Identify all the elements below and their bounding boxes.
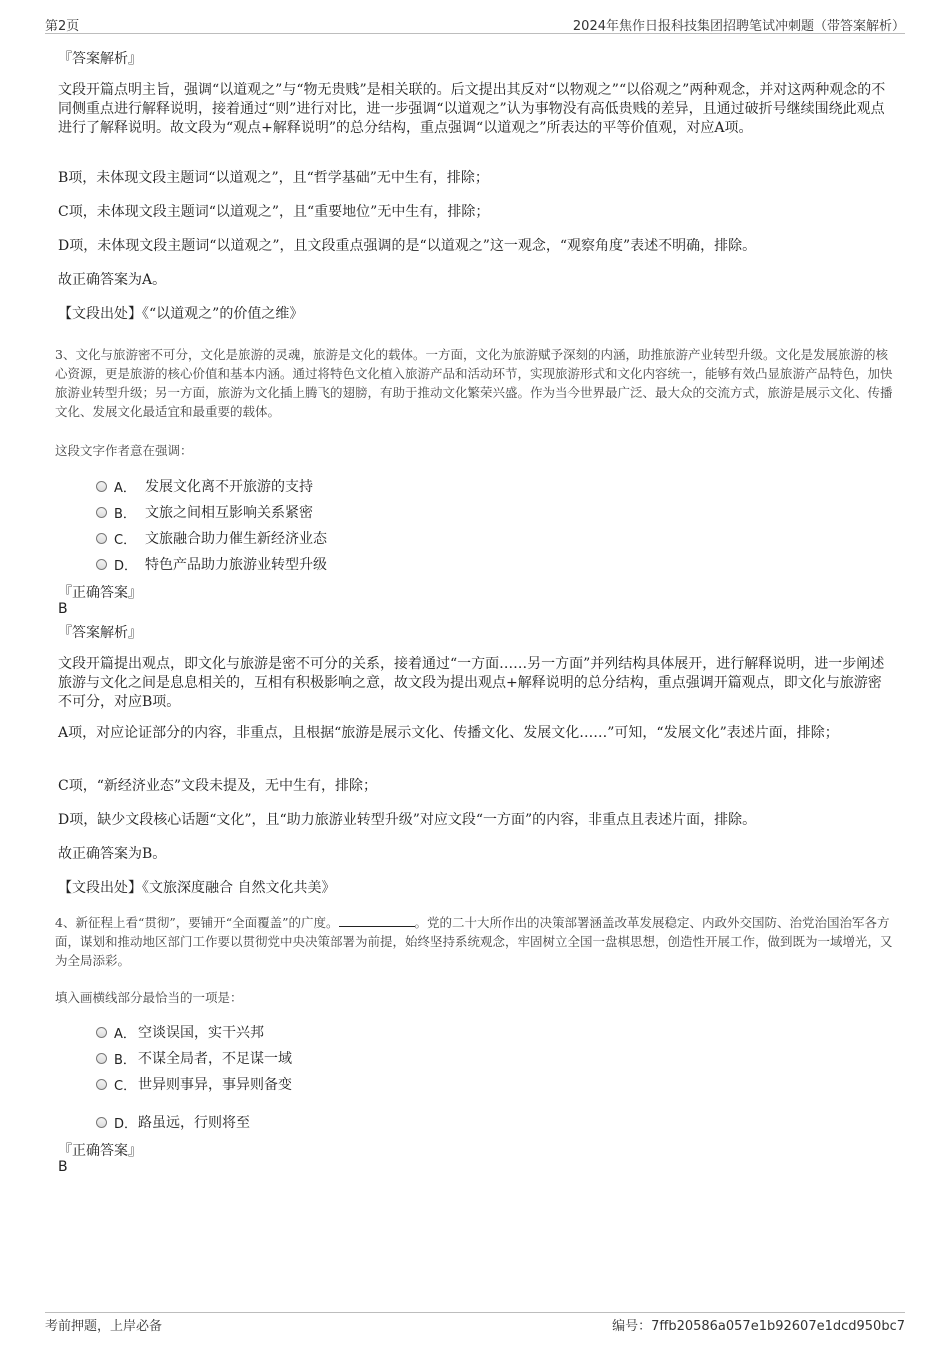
footer-code [612,1315,905,1334]
option-text: 空谈误国，实干兴邦 [138,1025,264,1041]
option-text: 世异则事异，事异则备变 [138,1077,292,1093]
q4-question: 填入画横线部分最恰当的一项是： [55,990,243,1005]
page-header [45,10,905,34]
q2-analysis-c: C项，未体现文段主题词“以道观之”，且“重要地位”无中生有，排除； [58,204,490,220]
option-text: 文旅融合助力催生新经济业态 [145,531,327,547]
q4-stem-before: 4、新征程上看“贯彻”，要铺开“全面覆盖”的广度。 [55,915,339,930]
option-letter: D． [114,558,138,574]
option-text: 文旅之间相互影响关系紧密 [145,505,313,521]
q3-option-c[interactable] [96,528,327,548]
option-text: 特色产品助力旅游业转型升级 [145,557,327,573]
q2-source: 【文段出处】《“以道观之”的价值之维》 [58,306,304,322]
q3-question: 这段文字作者意在强调： [55,443,193,458]
q4-option-a[interactable] [96,1022,264,1042]
q2-analysis-d: D项，未体现文段主题词“以道观之”，且文段重点强调的是“以道观之”这一观念，“观察角度”表述不明确，排除。 [58,238,757,254]
option-letter: B． [114,506,136,522]
q3-analysis-d: D项，缺少文段核心话题“文化”，且“助力旅游业转型升级”对应文段“一方面”的内容，非重点且表述片面，排除。 [58,812,757,828]
q4-option-b[interactable] [96,1048,292,1068]
q3-answer: B [58,601,68,617]
option-letter: B． [114,1052,136,1068]
q4-answer-tag: 『正确答案』 [58,1143,142,1159]
radio-icon[interactable] [96,1053,107,1064]
radio-icon[interactable] [96,1027,107,1038]
q3-option-d[interactable] [96,554,327,574]
q3-analysis-a: A项，对应论证部分的内容，非重点，且根据“旅游是展示文化、传播文化、发展文化……”可知，“发展文化”表述片面，排除； [58,725,839,741]
option-letter: D． [114,1116,138,1132]
fill-blank [339,915,415,927]
option-letter: A． [114,1026,136,1042]
radio-icon[interactable] [96,481,107,492]
radio-icon[interactable] [96,1117,107,1128]
option-text: 不谋全局者，不足谋一域 [138,1051,292,1067]
q3-option-b[interactable] [96,502,313,522]
radio-icon[interactable] [96,559,107,570]
page-number: 第2页 [45,19,80,34]
q4-option-c[interactable] [96,1074,292,1094]
q3-analysis-c: C项，“新经济业态”文段未提及，无中生有，排除； [58,778,378,794]
q3-source: 【文段出处】《文旅深度融合 自然文化共美》 [58,880,336,896]
q4-option-d[interactable] [96,1112,250,1132]
q2-analysis-main: 文段开篇点明主旨，强调“以道观之”与“物无贵贱”是相关联的。后文提出其反对“以物观之”“以俗观之”两种观念，并对这两种观念的不同侧重点进行解释说明，接着通过“则”进行对比，进一步强调“以道观之”认为事物没有高低贵贱的差异，且通过破折号继续围绕此观点进行了解释说明。故文段为“观点+解释说明”的总分结构，重点强调“以道观之”所表达的平等价值观，对应A项。 [58,82,886,136]
option-letter: C． [114,532,137,548]
q4-stem-after: 。党的二十大所作出的决策部署涵盖改革发展稳定、内政外交国防、治党治国治军各方面，谋划和推动地区部门工作要以贯彻党中央决策部署为前提，始终坚持系统观念，牢固树立全国一盘棋思想，创造性开展工作，做到既为一域增光，又为全局添彩。 [55,915,893,968]
footer-code-label: 编号： [612,1319,652,1334]
q3-analysis-tag: 『答案解析』 [58,625,142,641]
document-title: 2024年焦作日报科技集团招聘笔试冲刺题（带答案解析） [572,19,905,34]
q2-conclusion: 故正确答案为A。 [58,272,167,288]
q2-analysis-tag: 『答案解析』 [58,51,142,67]
footer-slogan: 考前押题，上岸必备 [45,1319,163,1334]
q3-stem: 3、文化与旅游密不可分，文化是旅游的灵魂，旅游是文化的载体。一方面，文化为旅游赋予深刻的内涵，助推旅游产业转型升级。文化是发展旅游的核心资源，更是旅游的核心价值和基本内涵。通过将特色文化植入旅游产品和活动环节，实现旅游形式和文化内容统一，能够有效凸显旅游产品特色，加快旅游业转型升级；另一方面，旅游为文化插上腾飞的翅膀，有助于推动文化繁荣兴盛。作为当今世界最广泛、最大众的交流方式，旅游是展示文化、传播文化、发展文化最适宜和最重要的载体。 [55,347,893,419]
option-text: 发展文化离不开旅游的支持 [145,479,313,495]
q3-option-a[interactable] [96,476,313,496]
option-letter: C． [114,1078,137,1094]
option-letter: A． [114,480,136,496]
radio-icon[interactable] [96,1079,107,1090]
q3-conclusion: 故正确答案为B。 [58,846,167,862]
radio-icon[interactable] [96,533,107,544]
radio-icon[interactable] [96,507,107,518]
q3-answer-tag: 『正确答案』 [58,585,142,601]
page-footer [45,1312,905,1334]
footer-code-value: 7ffb20586a057e1b92607e1dcd950bc7 [651,1319,905,1334]
q3-analysis-main: 文段开篇提出观点，即文化与旅游是密不可分的关系，接着通过“一方面……另一方面”并列结构具体展开，进行解释说明，进一步阐述旅游与文化之间是息息相关的，互相有积极影响之意，故文段为提出观点+解释说明的总分结构，重点强调开篇观点，即文化与旅游密不可分，对应B项。 [58,656,885,710]
q2-analysis-b: B项，未体现文段主题词“以道观之”，且“哲学基础”无中生有，排除； [58,170,489,186]
option-text: 路虽远，行则将至 [138,1115,250,1131]
q4-stem [55,913,895,970]
q4-answer: B [58,1159,68,1175]
